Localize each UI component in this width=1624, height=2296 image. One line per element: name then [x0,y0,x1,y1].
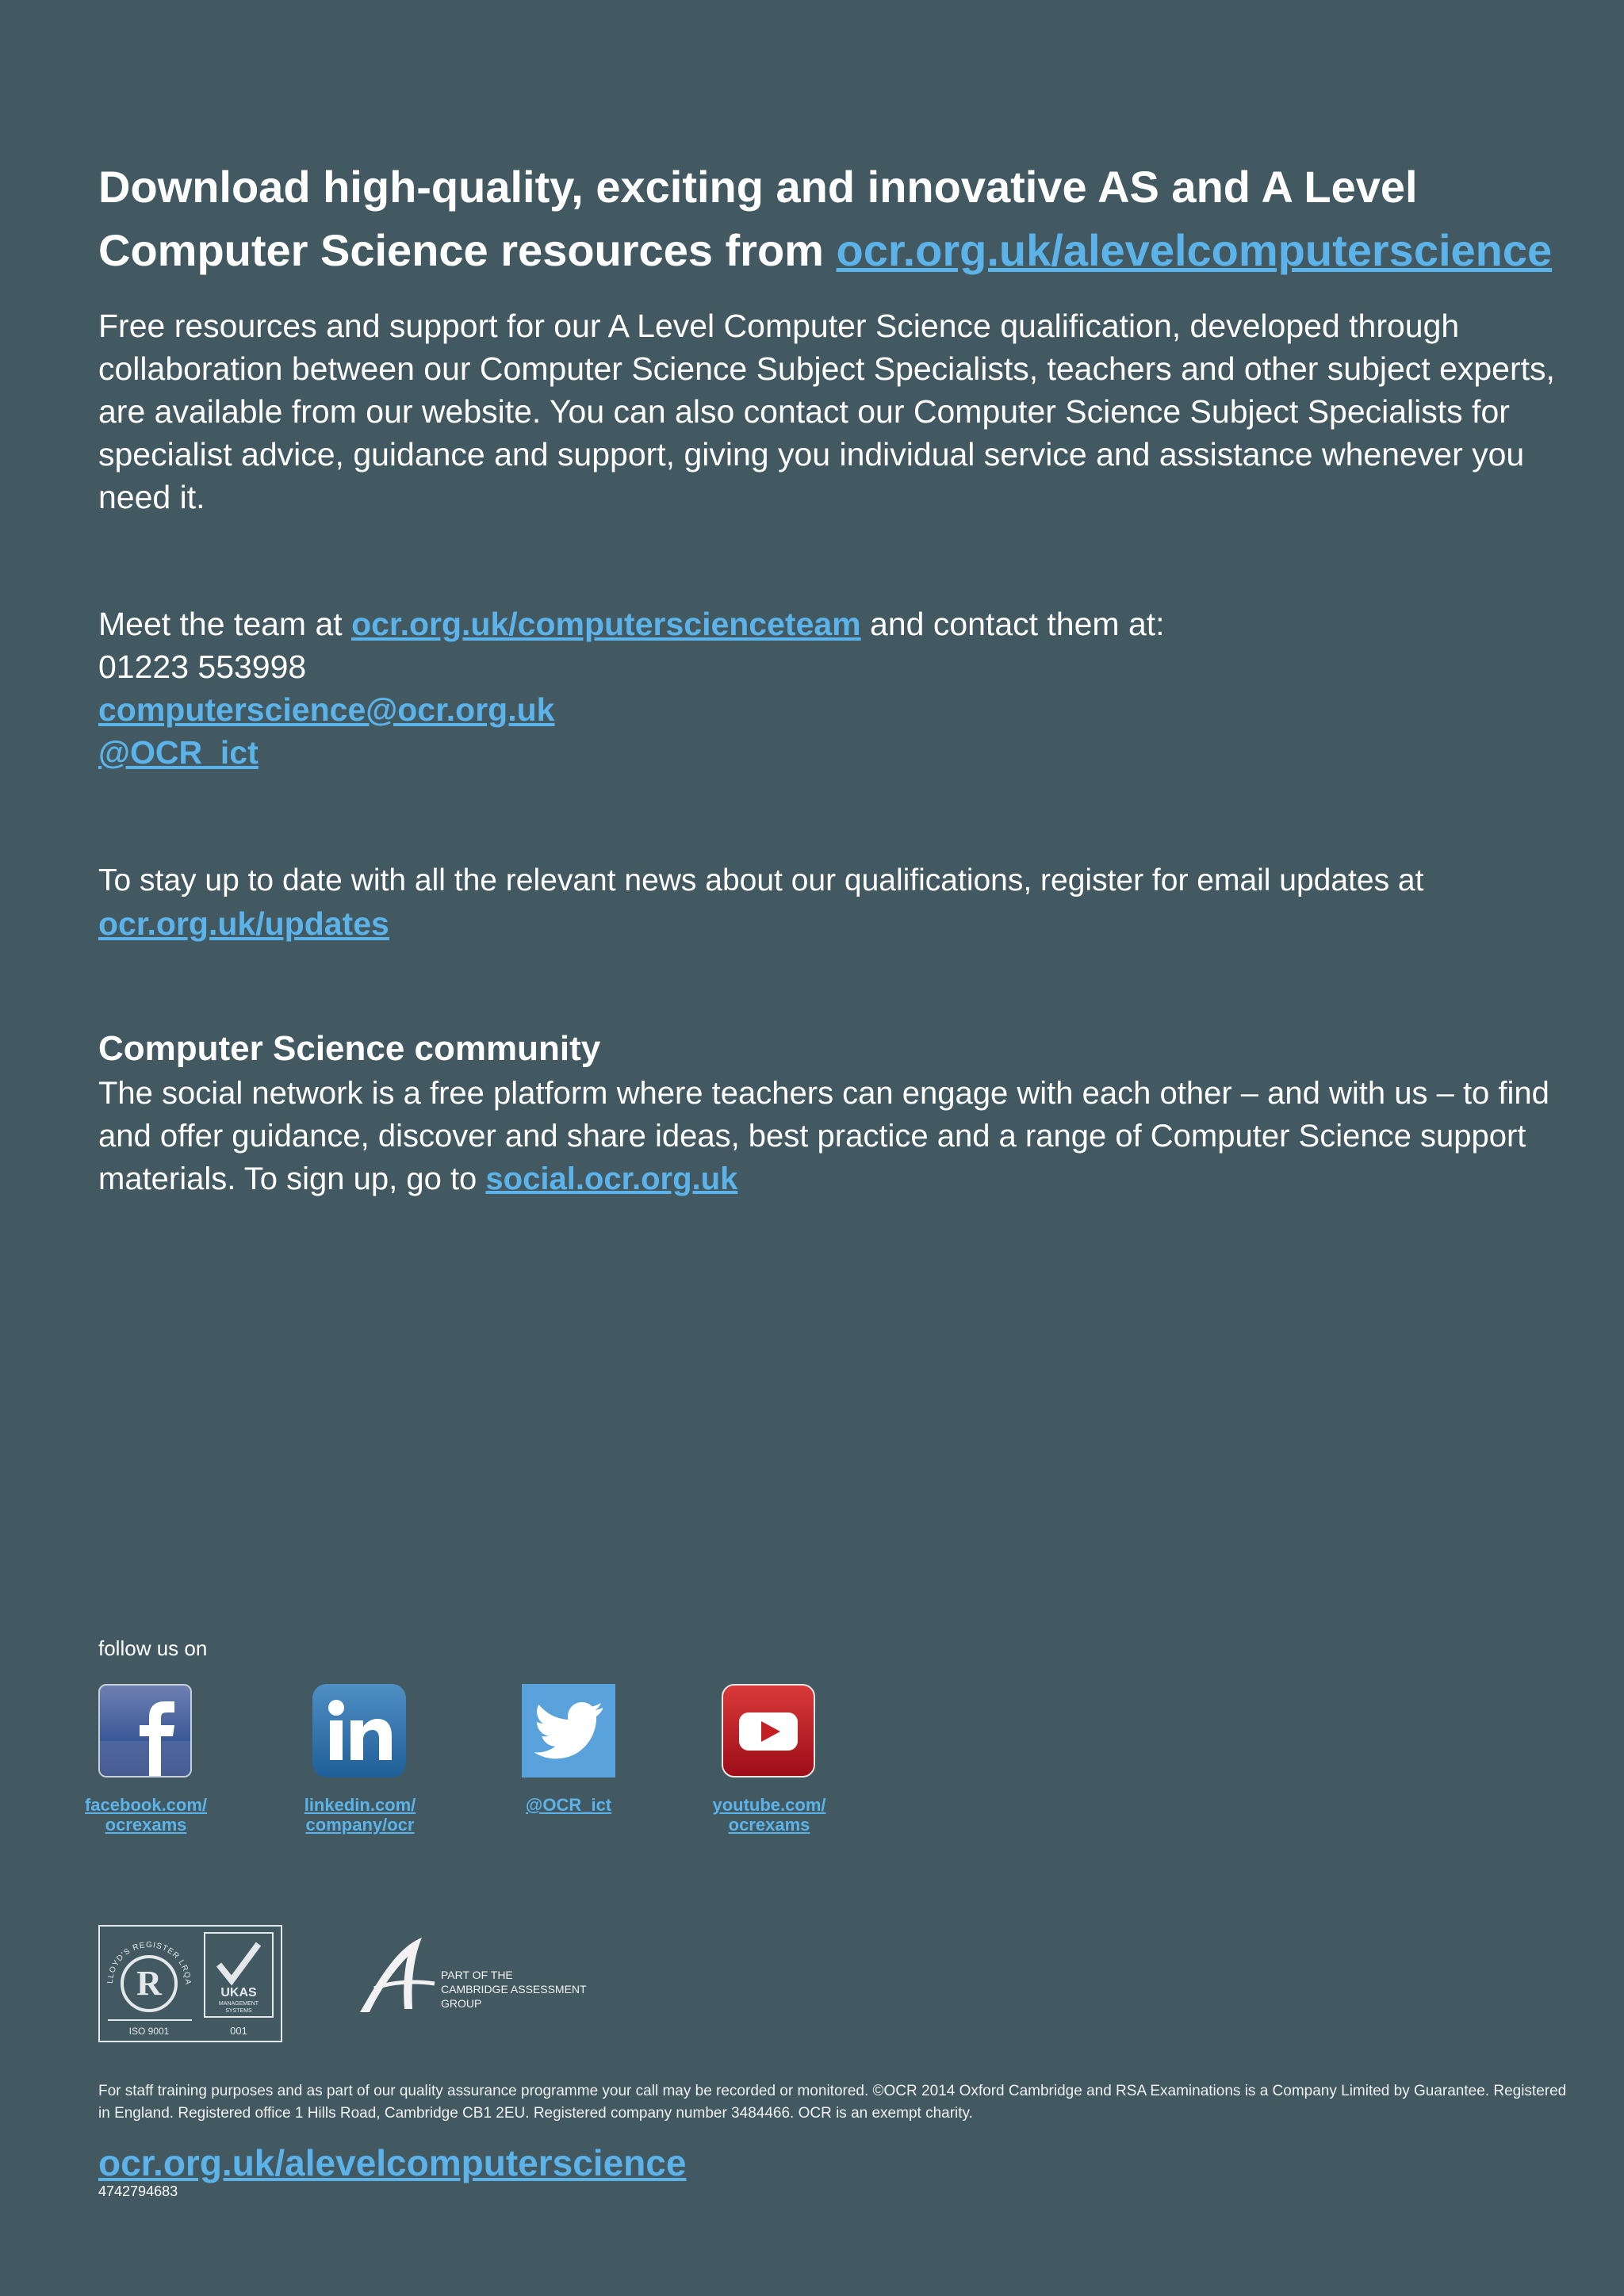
community-body [98,1072,1589,1200]
headline-link[interactable]: ocr.org.uk/alevelcomputerscience [836,225,1553,275]
contact-line [98,603,1165,645]
linkedin-link-line2[interactable]: company/ocr [305,1815,415,1835]
follow-us-label: follow us on [98,1636,208,1660]
intro-paragraph: Free resources and support for our A Level Computer Science qualification, developed through collaboration between our Computer Science Subject Specialists, teachers and other subject experts, are available from our website. You can also contact our Computer Science Subject Specialists for specialist advice, guidance and support, giving you individual service and assistance whenever you need it. [98,308,1555,515]
community-link[interactable]: social.ocr.org.uk [485,1161,738,1196]
cambridge-line1: PART OF THE [441,1969,513,1981]
contact-prefix: Meet the team at [98,606,352,642]
twitter-icon[interactable] [522,1684,615,1777]
youtube-link-line2[interactable]: ocrexams [728,1815,810,1835]
team-link[interactable]: ocr.org.uk/computerscienceteam [351,606,861,642]
ukas-sub1: MANAGEMENT [218,2001,259,2007]
youtube-icon[interactable] [722,1684,815,1777]
cambridge-line2: CAMBRIDGE ASSESSMENT [441,1983,587,1996]
twitter-label[interactable] [465,1795,672,1815]
updates-link[interactable]: ocr.org.uk/updates [98,905,389,942]
facebook-link-line1[interactable]: facebook.com/ [84,1795,208,1815]
linkedin-label[interactable] [257,1795,463,1835]
legal-notice: For staff training purposes and as part of our quality assurance programme your call may be recorded or monitored. ©OCR 2014 Oxford Cambridge and RSA Examinations is a Company Limited by Guarantee. Registered in England. Registered office 1 Hills Road, Cambridge CB1 2EU. Registered company number 3484466. OCR is an exempt charity. [98,2083,1567,2122]
lrqa-ukas-logo [98,1925,282,2042]
updates-text: To stay up to date with all the relevant news about our qualifications, register for email updates at [98,863,1424,897]
linkedin-icon[interactable] [312,1684,406,1777]
linkedin-link-line1[interactable]: linkedin.com/ [304,1795,416,1815]
svg-text:R: R [136,1964,162,2003]
lrqa-arc-text: LLOYD'S REGISTER LRQA [105,1940,193,1986]
youtube-link-line1[interactable]: youtube.com/ [712,1795,826,1815]
cambridge-assessment-logo [358,1933,596,2020]
youtube-label[interactable] [666,1795,872,1835]
document-code: 4742794683 [98,2183,178,2199]
community-title: Computer Science community [98,1029,601,1068]
facebook-link-line2[interactable]: ocrexams [105,1815,187,1835]
contact-phone: 01223 553998 [98,649,307,685]
contact-email-link[interactable]: computerscience@ocr.org.uk [98,691,555,728]
twitter-link[interactable]: @OCR_ict [525,1795,612,1815]
contact-suffix: and contact them at: [860,606,1165,642]
community-text: The social network is a free platform where teachers can engage with each other – and with us – to find and offer guidance, discover and share ideas, best practice and a range of Computer Science support materials. To sign up, go to [98,1076,1549,1196]
facebook-icon[interactable] [98,1684,192,1777]
iso-label: ISO 9001 [128,2026,170,2037]
ukas-number: 001 [230,2025,247,2037]
cambridge-line3: GROUP [441,1997,482,2010]
ukas-sub2: SYSTEMS [225,2008,252,2014]
ukas-label: UKAS [220,1986,257,1999]
facebook-label[interactable] [43,1795,249,1835]
contact-twitter-link[interactable]: @OCR_ict [98,734,259,771]
page-headline [98,155,1573,282]
footer-url-link[interactable]: ocr.org.uk/alevelcomputerscience [98,2142,687,2183]
headline-text: Download high-quality, exciting and innovative AS and A Level Computer Science resources from [98,162,1418,275]
